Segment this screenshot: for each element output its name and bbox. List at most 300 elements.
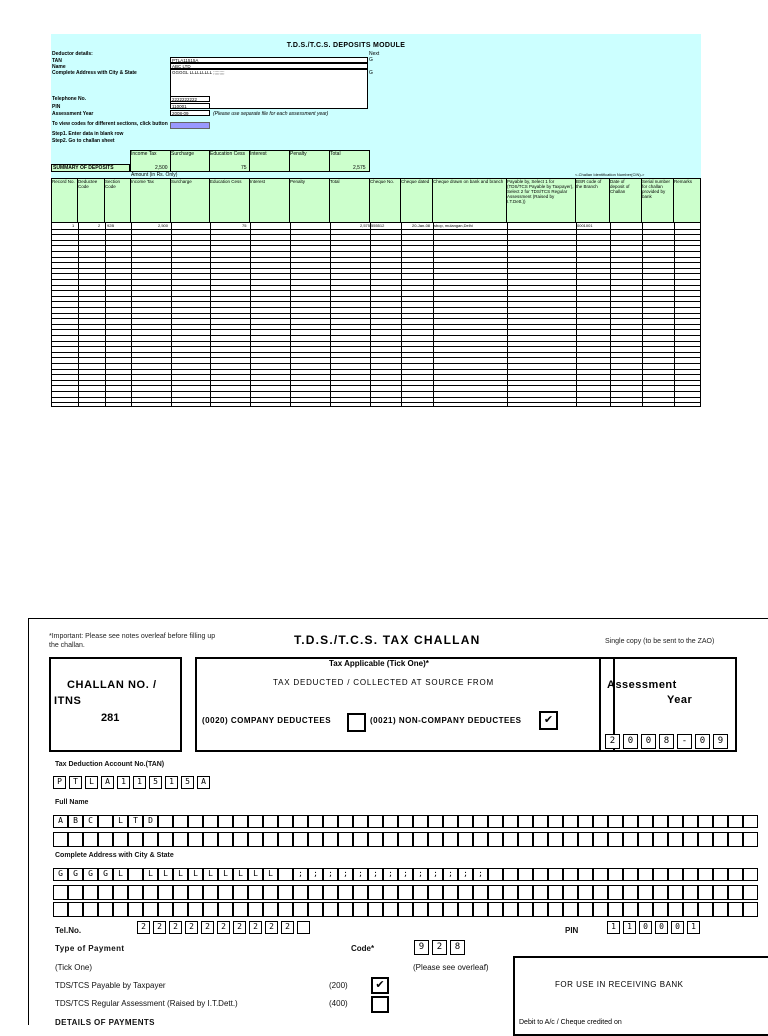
char-box[interactable] <box>653 868 668 881</box>
char-box[interactable] <box>458 902 473 917</box>
char-box[interactable] <box>473 885 488 900</box>
char-box[interactable] <box>323 832 338 847</box>
char-box[interactable] <box>623 868 638 881</box>
char-box[interactable]: L <box>85 776 98 789</box>
table-cell[interactable]: sbop, mulangan,Delhi <box>434 223 473 228</box>
table-row[interactable] <box>52 357 700 358</box>
char-box[interactable]: ; <box>458 868 473 881</box>
char-box[interactable] <box>653 832 668 847</box>
char-box[interactable] <box>173 815 188 828</box>
char-box[interactable] <box>443 885 458 900</box>
char-box[interactable]: B <box>68 815 83 828</box>
char-box[interactable] <box>353 815 368 828</box>
table-row[interactable] <box>52 296 700 297</box>
char-box[interactable]: A <box>53 815 68 828</box>
char-box[interactable]: 1 <box>607 921 620 934</box>
char-box[interactable]: ; <box>473 868 488 881</box>
char-box[interactable] <box>398 902 413 917</box>
char-box[interactable]: L <box>233 868 248 881</box>
char-box[interactable] <box>593 832 608 847</box>
char-box[interactable] <box>743 902 758 917</box>
char-box[interactable] <box>113 902 128 917</box>
pin-chars[interactable] <box>607 921 703 934</box>
char-box[interactable] <box>488 902 503 917</box>
char-box[interactable] <box>398 832 413 847</box>
char-box[interactable] <box>98 832 113 847</box>
char-box[interactable] <box>503 832 518 847</box>
char-box[interactable] <box>533 815 548 828</box>
assessment-year-input[interactable]: 2008-09 <box>170 110 210 116</box>
char-box[interactable]: 0 <box>639 921 652 934</box>
char-box[interactable] <box>728 885 743 900</box>
char-box[interactable] <box>248 885 263 900</box>
char-box[interactable] <box>713 885 728 900</box>
non-company-deductees-checkbox[interactable]: ✔ <box>539 711 558 730</box>
telephone-input[interactable]: 2222222222 <box>170 96 210 102</box>
char-box[interactable] <box>293 832 308 847</box>
char-box[interactable] <box>458 815 473 828</box>
char-box[interactable] <box>98 902 113 917</box>
char-box[interactable] <box>728 832 743 847</box>
char-box[interactable]: 1 <box>687 921 700 934</box>
char-box[interactable] <box>473 902 488 917</box>
char-box[interactable] <box>98 885 113 900</box>
tel-chars[interactable] <box>137 921 313 934</box>
char-box[interactable] <box>563 815 578 828</box>
char-box[interactable] <box>518 832 533 847</box>
char-box[interactable] <box>638 902 653 917</box>
char-box[interactable] <box>548 832 563 847</box>
char-box[interactable] <box>368 832 383 847</box>
char-box[interactable] <box>548 868 563 881</box>
char-box[interactable] <box>473 832 488 847</box>
char-box[interactable] <box>218 902 233 917</box>
char-box[interactable]: A <box>101 776 114 789</box>
char-box[interactable]: 2 <box>137 921 150 934</box>
char-box[interactable] <box>668 868 683 881</box>
char-box[interactable]: 5 <box>181 776 194 789</box>
char-box[interactable] <box>623 815 638 828</box>
char-box[interactable] <box>713 868 728 881</box>
char-box[interactable] <box>278 832 293 847</box>
char-box[interactable] <box>233 815 248 828</box>
char-box[interactable] <box>518 815 533 828</box>
char-box[interactable]: L <box>158 868 173 881</box>
char-box[interactable]: G <box>68 868 83 881</box>
table-row[interactable] <box>52 240 700 241</box>
char-box[interactable] <box>728 902 743 917</box>
char-box[interactable]: 2 <box>265 921 278 934</box>
char-box[interactable] <box>578 885 593 900</box>
char-box[interactable] <box>518 868 533 881</box>
char-box[interactable] <box>338 902 353 917</box>
char-box[interactable] <box>83 885 98 900</box>
char-box[interactable]: 2 <box>169 921 182 934</box>
char-box[interactable] <box>128 832 143 847</box>
char-box[interactable] <box>503 815 518 828</box>
char-box[interactable] <box>698 885 713 900</box>
table-row[interactable] <box>52 290 700 291</box>
char-box[interactable]: 9 <box>414 940 429 955</box>
char-box[interactable] <box>563 832 578 847</box>
char-box[interactable] <box>428 902 443 917</box>
char-box[interactable] <box>698 868 713 881</box>
char-box[interactable] <box>383 902 398 917</box>
address-chars-row2[interactable] <box>53 885 758 900</box>
char-box[interactable] <box>443 832 458 847</box>
char-box[interactable]: 2 <box>185 921 198 934</box>
char-box[interactable] <box>248 902 263 917</box>
char-box[interactable] <box>263 815 278 828</box>
char-box[interactable] <box>218 815 233 828</box>
char-box[interactable]: D <box>143 815 158 828</box>
char-box[interactable] <box>428 885 443 900</box>
char-box[interactable] <box>578 868 593 881</box>
char-box[interactable] <box>608 868 623 881</box>
char-box[interactable] <box>638 885 653 900</box>
table-cell[interactable]: 1 <box>72 223 75 228</box>
char-box[interactable] <box>413 885 428 900</box>
char-box[interactable] <box>683 868 698 881</box>
table-row[interactable] <box>52 363 700 364</box>
char-box[interactable] <box>308 902 323 917</box>
char-box[interactable]: ; <box>368 868 383 881</box>
table-row[interactable] <box>52 329 700 330</box>
char-box[interactable]: A <box>197 776 210 789</box>
char-box[interactable] <box>713 832 728 847</box>
table-row[interactable] <box>52 234 700 235</box>
char-box[interactable] <box>488 868 503 881</box>
char-box[interactable] <box>353 832 368 847</box>
name-chars-row2[interactable] <box>53 832 758 847</box>
char-box[interactable] <box>578 815 593 828</box>
char-box[interactable] <box>743 885 758 900</box>
char-box[interactable]: ; <box>323 868 338 881</box>
char-box[interactable] <box>743 832 758 847</box>
char-box[interactable] <box>518 885 533 900</box>
char-box[interactable] <box>218 885 233 900</box>
char-box[interactable] <box>53 832 68 847</box>
char-box[interactable]: 5 <box>149 776 162 789</box>
table-row[interactable] <box>52 262 700 263</box>
char-box[interactable] <box>308 885 323 900</box>
char-box[interactable]: 8 <box>450 940 465 955</box>
char-box[interactable] <box>428 815 443 828</box>
address-chars-row1[interactable] <box>53 868 758 881</box>
char-box[interactable] <box>458 832 473 847</box>
char-box[interactable] <box>503 902 518 917</box>
char-box[interactable]: L <box>263 868 278 881</box>
char-box[interactable] <box>683 885 698 900</box>
char-box[interactable] <box>338 885 353 900</box>
char-box[interactable] <box>173 902 188 917</box>
char-box[interactable] <box>653 902 668 917</box>
char-box[interactable] <box>368 815 383 828</box>
char-box[interactable] <box>623 832 638 847</box>
table-row[interactable] <box>52 352 700 353</box>
char-box[interactable] <box>728 815 743 828</box>
char-box[interactable] <box>668 902 683 917</box>
char-box[interactable] <box>293 902 308 917</box>
char-box[interactable]: 2 <box>281 921 294 934</box>
char-box[interactable] <box>233 832 248 847</box>
char-box[interactable] <box>608 902 623 917</box>
char-box[interactable] <box>743 868 758 881</box>
char-box[interactable] <box>368 885 383 900</box>
char-box[interactable] <box>233 902 248 917</box>
char-box[interactable] <box>83 832 98 847</box>
char-box[interactable]: 0 <box>641 734 656 749</box>
char-box[interactable] <box>113 832 128 847</box>
char-box[interactable] <box>203 885 218 900</box>
table-row[interactable] <box>52 380 700 381</box>
regular-assessment-checkbox[interactable] <box>371 996 389 1013</box>
char-box[interactable]: 2 <box>605 734 620 749</box>
char-box[interactable] <box>323 902 338 917</box>
char-box[interactable] <box>398 815 413 828</box>
char-box[interactable] <box>518 902 533 917</box>
char-box[interactable]: 1 <box>623 921 636 934</box>
char-box[interactable] <box>548 885 563 900</box>
char-box[interactable]: ; <box>308 868 323 881</box>
char-box[interactable] <box>68 902 83 917</box>
char-box[interactable] <box>623 902 638 917</box>
table-row[interactable] <box>52 313 700 314</box>
address-chars-row3[interactable] <box>53 902 758 917</box>
char-box[interactable] <box>218 832 233 847</box>
char-box[interactable] <box>173 832 188 847</box>
char-box[interactable] <box>338 815 353 828</box>
char-box[interactable] <box>488 885 503 900</box>
char-box[interactable] <box>683 902 698 917</box>
company-deductees-checkbox[interactable] <box>347 713 366 732</box>
char-box[interactable] <box>278 885 293 900</box>
char-box[interactable] <box>563 902 578 917</box>
table-cell[interactable]: 2,500 <box>158 223 169 228</box>
char-box[interactable]: L <box>143 868 158 881</box>
char-box[interactable] <box>653 885 668 900</box>
char-box[interactable] <box>53 902 68 917</box>
char-box[interactable]: 2 <box>201 921 214 934</box>
char-box[interactable] <box>383 832 398 847</box>
char-box[interactable] <box>413 832 428 847</box>
char-box[interactable] <box>563 885 578 900</box>
char-box[interactable] <box>158 885 173 900</box>
char-box[interactable] <box>608 815 623 828</box>
char-box[interactable] <box>158 832 173 847</box>
char-box[interactable] <box>713 902 728 917</box>
char-box[interactable] <box>608 885 623 900</box>
table-row[interactable] <box>52 402 700 403</box>
char-box[interactable] <box>143 832 158 847</box>
char-box[interactable] <box>713 815 728 828</box>
char-box[interactable] <box>443 902 458 917</box>
char-box[interactable]: 9 <box>713 734 728 749</box>
char-box[interactable] <box>308 815 323 828</box>
char-box[interactable] <box>68 885 83 900</box>
char-box[interactable]: G <box>83 868 98 881</box>
char-box[interactable]: L <box>113 815 128 828</box>
table-row[interactable] <box>52 285 700 286</box>
char-box[interactable]: 0 <box>655 921 668 934</box>
char-box[interactable] <box>368 902 383 917</box>
char-box[interactable] <box>158 815 173 828</box>
char-box[interactable]: 1 <box>133 776 146 789</box>
char-box[interactable] <box>68 832 83 847</box>
char-box[interactable]: T <box>69 776 82 789</box>
view-codes-button[interactable] <box>170 122 210 129</box>
char-box[interactable] <box>428 832 443 847</box>
char-box[interactable] <box>188 902 203 917</box>
char-box[interactable] <box>263 902 278 917</box>
table-cell[interactable]: 555512 <box>371 223 385 228</box>
char-box[interactable] <box>443 815 458 828</box>
char-box[interactable] <box>278 902 293 917</box>
table-row[interactable] <box>52 324 700 325</box>
table-cell[interactable]: 92B <box>107 223 115 228</box>
address-input[interactable]: GGGGL LLLLLLLLL ;;;;;;;;; <box>170 69 368 109</box>
char-box[interactable] <box>698 902 713 917</box>
char-box[interactable] <box>698 832 713 847</box>
char-box[interactable] <box>98 815 113 828</box>
char-box[interactable] <box>203 902 218 917</box>
char-box[interactable] <box>278 815 293 828</box>
char-box[interactable] <box>698 815 713 828</box>
char-box[interactable] <box>638 815 653 828</box>
char-box[interactable]: - <box>677 734 692 749</box>
char-box[interactable]: G <box>53 868 68 881</box>
char-box[interactable] <box>338 832 353 847</box>
name-chars-row1[interactable] <box>53 815 758 828</box>
table-row[interactable] <box>52 341 700 342</box>
tan-chars[interactable] <box>53 776 213 789</box>
char-box[interactable]: 2 <box>153 921 166 934</box>
char-box[interactable] <box>728 868 743 881</box>
table-row[interactable] <box>52 273 700 274</box>
char-box[interactable] <box>608 832 623 847</box>
char-box[interactable]: 2 <box>217 921 230 934</box>
char-box[interactable] <box>413 815 428 828</box>
char-box[interactable]: 1 <box>165 776 178 789</box>
code-chars[interactable] <box>414 940 468 955</box>
char-box[interactable] <box>668 885 683 900</box>
table-row[interactable] <box>52 251 700 252</box>
char-box[interactable] <box>533 902 548 917</box>
char-box[interactable] <box>248 815 263 828</box>
table-row[interactable] <box>52 374 700 375</box>
char-box[interactable] <box>473 815 488 828</box>
char-box[interactable] <box>128 868 143 881</box>
char-box[interactable] <box>683 815 698 828</box>
char-box[interactable] <box>233 885 248 900</box>
char-box[interactable]: L <box>188 868 203 881</box>
table-row[interactable] <box>52 369 700 370</box>
char-box[interactable] <box>593 868 608 881</box>
char-box[interactable] <box>488 815 503 828</box>
char-box[interactable] <box>383 815 398 828</box>
char-box[interactable] <box>323 815 338 828</box>
char-box[interactable] <box>293 885 308 900</box>
char-box[interactable] <box>578 832 593 847</box>
char-box[interactable] <box>188 832 203 847</box>
char-box[interactable] <box>158 902 173 917</box>
char-box[interactable]: ; <box>428 868 443 881</box>
char-box[interactable]: 8 <box>659 734 674 749</box>
char-box[interactable] <box>278 868 293 881</box>
payable-by-taxpayer-checkbox[interactable]: ✔ <box>371 977 389 994</box>
char-box[interactable] <box>668 832 683 847</box>
char-box[interactable]: 2 <box>249 921 262 934</box>
char-box[interactable] <box>113 885 128 900</box>
char-box[interactable]: ; <box>413 868 428 881</box>
table-row[interactable] <box>52 318 700 319</box>
char-box[interactable] <box>503 868 518 881</box>
char-box[interactable] <box>563 868 578 881</box>
table-row[interactable] <box>52 245 700 246</box>
char-box[interactable]: C <box>83 815 98 828</box>
char-box[interactable]: ; <box>398 868 413 881</box>
table-row[interactable] <box>52 385 700 386</box>
table-cell[interactable]: 2,575 <box>360 223 371 228</box>
char-box[interactable] <box>653 815 668 828</box>
char-box[interactable]: L <box>113 868 128 881</box>
assessment-year-chars[interactable] <box>605 734 731 749</box>
char-box[interactable] <box>638 868 653 881</box>
char-box[interactable] <box>413 902 428 917</box>
char-box[interactable] <box>323 885 338 900</box>
table-row[interactable] <box>52 397 700 398</box>
char-box[interactable]: L <box>173 868 188 881</box>
deposit-data-grid[interactable] <box>51 222 701 407</box>
table-row[interactable] <box>52 268 700 269</box>
char-box[interactable] <box>143 902 158 917</box>
char-box[interactable] <box>383 885 398 900</box>
char-box[interactable] <box>203 832 218 847</box>
char-box[interactable]: 1 <box>117 776 130 789</box>
char-box[interactable] <box>458 885 473 900</box>
char-box[interactable]: G <box>98 868 113 881</box>
char-box[interactable]: 2 <box>233 921 246 934</box>
char-box[interactable] <box>533 885 548 900</box>
char-box[interactable] <box>188 815 203 828</box>
char-box[interactable] <box>173 885 188 900</box>
char-box[interactable] <box>263 885 278 900</box>
char-box[interactable] <box>683 832 698 847</box>
char-box[interactable]: 0 <box>623 734 638 749</box>
char-box[interactable]: 2 <box>432 940 447 955</box>
char-box[interactable] <box>263 832 278 847</box>
char-box[interactable]: ; <box>338 868 353 881</box>
char-box[interactable] <box>83 902 98 917</box>
char-box[interactable]: L <box>203 868 218 881</box>
char-box[interactable] <box>548 902 563 917</box>
char-box[interactable] <box>548 815 563 828</box>
char-box[interactable] <box>203 815 218 828</box>
tan-input[interactable]: PTLA11515A <box>170 57 368 63</box>
char-box[interactable] <box>533 868 548 881</box>
table-row[interactable] <box>52 229 700 230</box>
char-box[interactable]: ; <box>353 868 368 881</box>
char-box[interactable] <box>143 885 158 900</box>
table-cell[interactable]: 2 <box>98 223 101 228</box>
char-box[interactable]: P <box>53 776 66 789</box>
char-box[interactable]: 0 <box>695 734 710 749</box>
table-row[interactable] <box>52 307 700 308</box>
table-cell[interactable]: 20-Jan-08 <box>412 223 431 228</box>
table-row[interactable] <box>52 335 700 336</box>
table-row[interactable] <box>52 346 700 347</box>
char-box[interactable]: L <box>248 868 263 881</box>
